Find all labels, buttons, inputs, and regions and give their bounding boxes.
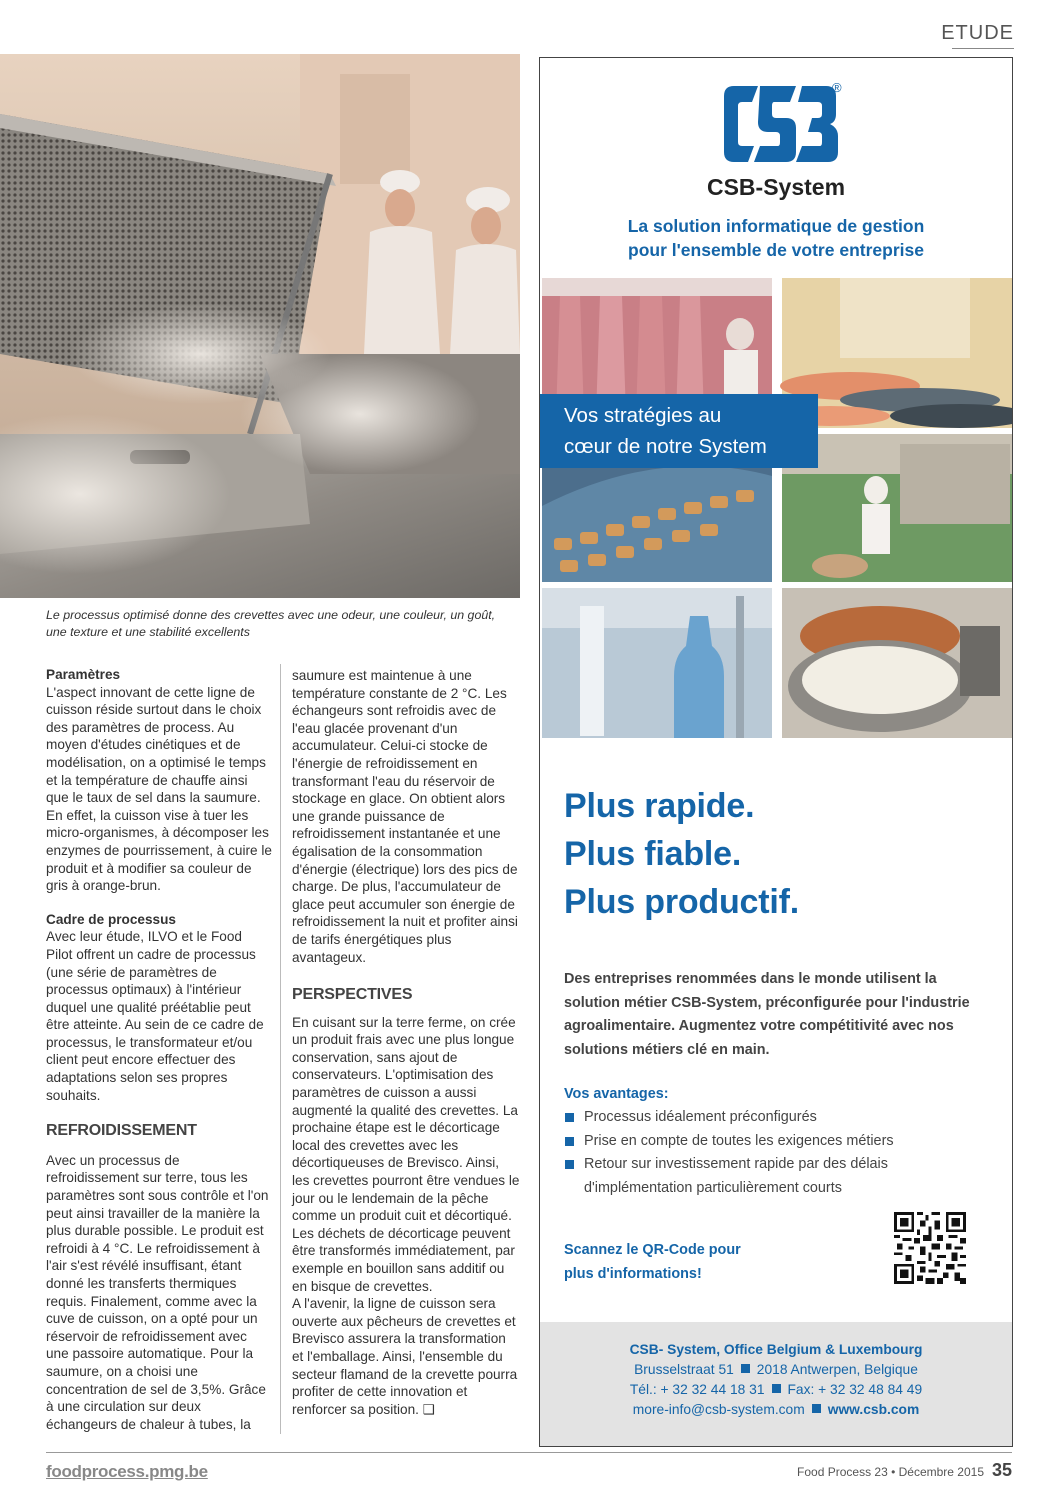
article-right-column — [292, 667, 520, 1418]
column-divider — [280, 664, 281, 1434]
qr-prompt — [564, 1239, 741, 1286]
bullet-square-icon — [772, 1384, 781, 1393]
paragraph: A l'avenir, la ligne de cuisson sera ouverte aux pêcheurs de crevettes et Brevisco assurera la transformation et l'emballage. Ainsi, l'ensemble du secteur flamand de la crevette pourra profiter de cette innovation et renforcer sa position. ❑ — [292, 1296, 518, 1417]
page-number: 35 — [991, 1460, 1012, 1480]
banner-line-2: cœur de notre System — [564, 435, 767, 458]
contact-web-link[interactable]: www.csb.com — [827, 1402, 920, 1417]
csb-advertisement — [539, 57, 1013, 1447]
advantage-item: Processus idéalement préconfigurés — [564, 1106, 994, 1130]
section-tag-underline — [952, 48, 1014, 49]
contact-office: CSB- System, Office Belgium & Luxembourg — [629, 1342, 923, 1357]
photo-tile-vat — [782, 588, 1013, 738]
ad-tagline — [540, 214, 1012, 262]
footer-url-link[interactable]: foodprocess.pmg.be — [46, 1462, 208, 1481]
bullet-square-icon — [812, 1404, 821, 1413]
photo-tile-bottles — [542, 588, 772, 738]
paragraph: En cuisant sur la terre ferme, on crée un produit frais avec une plus longue conservation, sans ajout de conservateurs. L'optimisation des paramètres de cuisson a aussi augmenté la qualité des crevettes. La prochaine étape est le décorticage local des crevettes avec les décortiqueuses de Brevisco. Ainsi, les crevettes pourront être vendues le jour ou le lendemain de la pêche comme un produit cuit et décortiqué. Les déchets de décorticage peuvent être transformés immédiatement, par exemple en bouillon sans additif ou en bisque de crevettes. — [292, 1014, 520, 1294]
photo-caption: Le processus optimisé donne des crevettes avec une odeur, une couleur, un goût, une texture et une stabilité excellents — [46, 608, 496, 639]
tagline-line-1: La solution informatique de gestion — [627, 216, 925, 236]
ad-claim — [564, 782, 799, 926]
heading-refroidissement: REFROIDISSEMENT — [46, 1122, 197, 1140]
csb-logo — [714, 80, 844, 170]
paragraph: saumure est maintenue à une température constante de 2 °C. Les échangeurs sont refroidis avec de l'eau glacée provenant d'un accumulateur. Celui-ci stocke de l'énergie de refroidissement en transformant l'eau du réservoir de stockage en glace. On obtient alors une grande puissance de refroidissement instantanée et une égalisation de la consommation d'énergie (électrique) lors des pics de charge. De plus, l'accumulateur de glace peut accumuler son énergie de refroidissement la nuit et profiter ainsi de tarifs énergétiques plus avantageux. — [292, 668, 518, 965]
advantage-item: Retour sur investissement rapide par des délais d'implémentation particulièrement courts — [564, 1153, 994, 1200]
contact-phone-fax — [540, 1380, 1012, 1400]
bullet-square-icon — [741, 1364, 750, 1373]
claim-line-3: Plus productif. — [564, 883, 800, 921]
strategy-banner — [540, 394, 818, 468]
paragraph: Avec leur étude, ILVO et le Food Pilot offrent un cadre de processus (une série de paramètres de processus optimaux) à l'intérieur duquel une qualité préétablie peut être atteinte. Au sein de ce cadre de processus, le transformateur et/ou client peut encore effectuer des adaptations selon ses propres souhaits. — [46, 929, 264, 1103]
paragraph: L'aspect innovant de cette ligne de cuisson réside surtout dans le choix des paramètres de process. Au moyen d'études cinétiques et de modélisation, on a optimisé le temps et la température de chauffe ainsi que le taux de sel dans la saumure. En effet, la cuisson vise à tuer les micro-organismes, à décomposer les enzymes de pourrissement, à cuire le produit et à modifier sa couleur de gris à orange-brun. — [46, 684, 272, 894]
section-tag: ETUDE — [941, 22, 1014, 44]
subhead-cadre: Cadre de processus — [46, 911, 176, 927]
claim-line-1: Plus rapide. — [564, 787, 755, 825]
article-left-column — [46, 666, 272, 1433]
contact-fax: Fax: + 32 32 48 84 49 — [787, 1382, 923, 1397]
contact-city: 2018 Antwerpen, Belgique — [756, 1362, 918, 1377]
subhead-parametres: Paramètres — [46, 667, 121, 682]
advantages-title: Vos avantages: — [564, 1086, 669, 1102]
tagline-line-2: pour l'ensemble de votre entreprise — [628, 240, 924, 260]
contact-online — [540, 1400, 1012, 1420]
spacer — [46, 895, 272, 911]
qr-prompt-line-1: Scannez le QR-Code pour — [564, 1242, 741, 1258]
banner-line-1: Vos stratégies au — [564, 404, 722, 427]
article-photo — [0, 54, 520, 598]
registered-mark: ® — [832, 80, 842, 95]
ad-photo-grid — [540, 276, 1013, 740]
advantage-item: Prise en compte de toutes les exigences métiers — [564, 1130, 994, 1154]
qr-prompt-line-2: plus d'informations! — [564, 1265, 702, 1282]
claim-line-2: Plus fiable. — [564, 835, 742, 873]
footer-issue: Food Process 23 • Décembre 2015 — [797, 1465, 984, 1479]
paragraph: Avec un processus de refroidissement sur terre, tous les paramètres sont sous contrôle et l'on peut ainsi travailler de la manière la plus durable possible. Le produit est refroidi à 4 °C. Le refroidissement à l'air s'est révélé insuffisant, étant donné les transferts thermiques requis. Finalement, comme avec la cuve de cuisson, on a opté pour un réservoir de refroidissement avec une passoire automatique. Pour la saumure, on a choisi une concentration de sel de 3,5%. Grâce à une circulation sur deux échangeurs de chaleur à tubes, la — [46, 1152, 269, 1432]
contact-street: Brusselstraat 51 — [634, 1362, 734, 1377]
footer-rule — [46, 1452, 1012, 1453]
qr-code[interactable] — [894, 1212, 966, 1284]
contact-tel: Tél.: + 32 32 44 18 31 — [629, 1382, 765, 1397]
advantages-list — [564, 1106, 994, 1200]
ad-body-text: Des entreprises renommées dans le monde utilisent la solution métier CSB-System, préconfigurée pour l'industrie agroalimentaire. Augmentez votre compétitivité avec nos solutions métiers clé en main. — [564, 971, 970, 1058]
ad-brand-name: CSB-System — [706, 174, 846, 200]
heading-perspectives: PERSPECTIVES — [292, 986, 413, 1004]
contact-address — [540, 1360, 1012, 1380]
contact-email-link[interactable]: more-info@csb-system.com — [632, 1402, 805, 1417]
contact-box — [540, 1322, 1012, 1447]
